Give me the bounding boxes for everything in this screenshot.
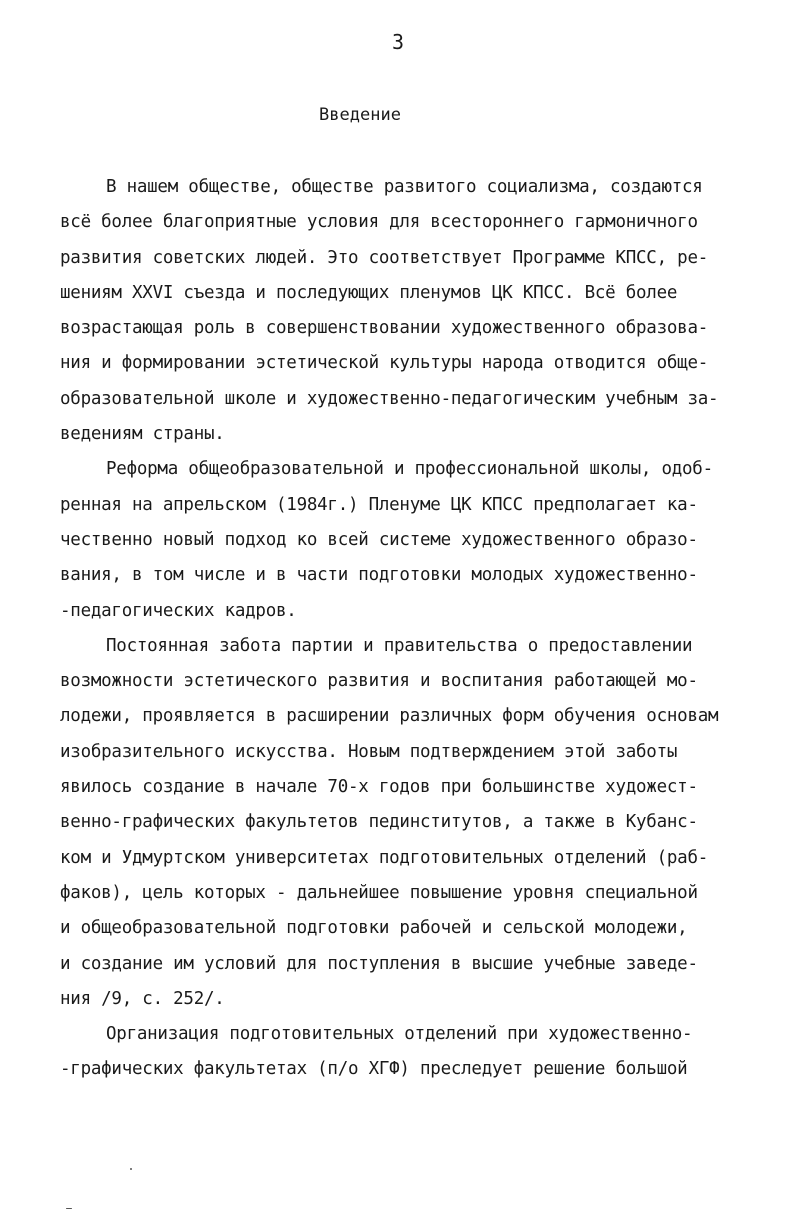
text-line: Организация подготовительных отделений при художественно- <box>106 1024 693 1045</box>
scan-speck <box>130 1168 132 1170</box>
text-line: лодежи, проявляется в расширении различных форм обучения основам <box>60 706 719 727</box>
text-line: явилось создание в начале 70-х годов при большинстве художест- <box>60 777 698 798</box>
text-line: развития советских людей. Это соответствует Программе КПСС, ре- <box>60 247 709 268</box>
section-heading: Введение <box>319 105 401 125</box>
paragraph-3 <box>60 629 760 1017</box>
text-line: изобразительного искусства. Новым подтверждением этой заботы <box>60 741 678 762</box>
page-number: 3 <box>391 30 405 54</box>
text-line: ренная на апрельском (1984г.) Пленуме ЦК КПСС предполагает ка- <box>60 494 698 515</box>
paragraph-2 <box>60 452 760 628</box>
text-line: венно-графических факультетов пединститутов, а также в Кубанс- <box>60 812 698 833</box>
text-line: вания, в том числе и в части подготовки молодых художественно- <box>60 565 698 586</box>
text-line: и создание им условий для поступления в высшие учебные заведе- <box>60 953 698 974</box>
text-line: чественно новый подход ко всей системе художественного образо- <box>60 529 698 550</box>
text-line: и общеобразовательной подготовки рабочей и сельской молодежи, <box>60 918 688 939</box>
paragraph-4 <box>60 1017 760 1088</box>
paragraph-1 <box>60 170 760 452</box>
text-line: ведениям страны. <box>60 424 225 445</box>
text-line: факов), цель которых - дальнейшее повышение уровня специальной <box>60 882 698 903</box>
body-text <box>60 170 760 1088</box>
text-line: образовательной школе и художественно-педагогическим учебным за- <box>60 388 719 409</box>
text-line: возможности эстетического развития и воспитания работающей мо- <box>60 671 698 692</box>
text-line: ком и Удмуртском университетах подготовительных отделений (раб- <box>60 847 709 868</box>
text-line: В нашем обществе, обществе развитого социализма, создаются <box>106 177 703 197</box>
scan-speck <box>66 1208 72 1209</box>
text-line: Реформа общеобразовательной и профессиональной школы, одоб- <box>106 459 713 480</box>
text-line: шениям XXVI съезда и последующих пленумов ЦК КПСС. Всё более <box>60 282 678 303</box>
text-line: ния и формировании эстетической культуры народа отводится обще- <box>60 353 709 374</box>
text-line: всё более благоприятные условия для всестороннего гармоничного <box>60 212 698 233</box>
text-line: Постоянная забота партии и правительства о предоставлении <box>106 635 693 656</box>
text-line: возрастающая роль в совершенствовании художественного образова- <box>60 318 709 339</box>
text-line: -графических факультетах (п/о ХГФ) преследует решение большой <box>60 1059 688 1080</box>
text-line: -педагогических кадров. <box>60 600 297 621</box>
text-line: ния /9, с. 252/. <box>60 988 225 1009</box>
